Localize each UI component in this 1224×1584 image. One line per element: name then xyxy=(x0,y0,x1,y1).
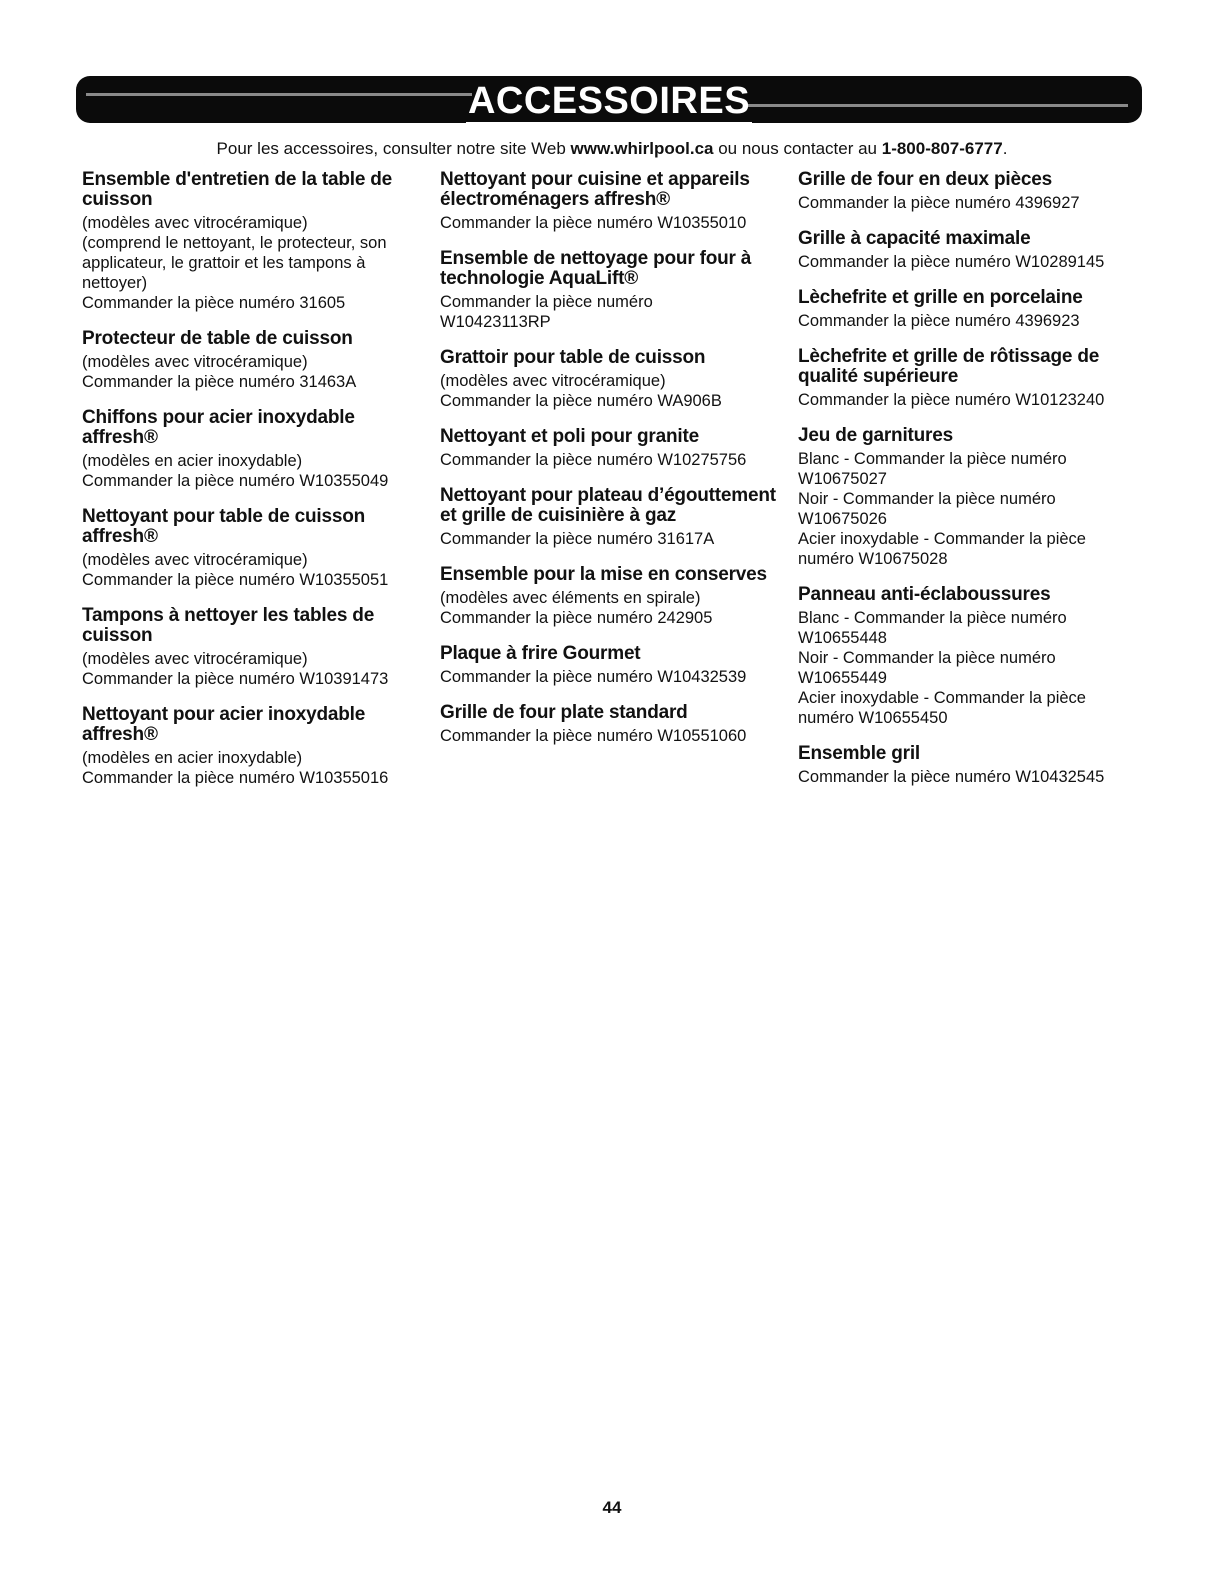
accessory-title: Plaque à frire Gourmet xyxy=(440,643,641,664)
accessory-detail-line: Acier inoxydable - Commander la pièce xyxy=(798,530,1086,548)
accessory-title: Tampons à nettoyer les tables de cuisson xyxy=(82,605,375,646)
page-number: 44 xyxy=(602,1498,622,1517)
accessory-detail-line: (modèles avec éléments en spirale) xyxy=(440,589,701,607)
accessory-title: Ensemble pour la mise en conserves xyxy=(440,564,767,585)
accessory-detail-line: Commander la pièce numéro 31605 xyxy=(82,294,346,312)
accessory-item xyxy=(82,329,422,392)
accessory-details xyxy=(440,450,785,470)
accessory-detail-line: Commander la pièce numéro 4396923 xyxy=(798,312,1080,330)
accessory-detail-line: Commander la pièce numéro W10355010 xyxy=(440,214,747,232)
accessory-detail-line: Commander la pièce numéro 242905 xyxy=(440,609,713,627)
accessory-detail-line: Commander la pièce numéro W10432539 xyxy=(440,668,747,686)
accessory-item xyxy=(440,486,785,549)
intro-before: Pour les accessoires, consulter notre site Web xyxy=(216,139,571,158)
accessory-item xyxy=(798,288,1138,331)
accessory-item xyxy=(798,170,1138,213)
accessory-details xyxy=(82,550,422,590)
accessory-item xyxy=(82,170,422,313)
accessory-title: Nettoyant pour cuisine et appareils électroménagers affresh® xyxy=(440,169,750,210)
accessory-detail-line: W10655448 xyxy=(798,629,887,647)
column-1 xyxy=(82,170,422,804)
accessory-item xyxy=(440,249,785,332)
accessory-detail-line: numéro W10655450 xyxy=(798,709,948,727)
accessory-details xyxy=(798,767,1138,787)
accessory-item xyxy=(798,229,1138,272)
accessory-detail-line: W10675026 xyxy=(798,510,887,528)
accessory-detail-line: Commander la pièce numéro W10289145 xyxy=(798,253,1105,271)
accessory-title: Nettoyant et poli pour granite xyxy=(440,426,699,447)
accessory-title: Grille de four en deux pièces xyxy=(798,169,1052,190)
intro-text xyxy=(0,139,1224,159)
accessory-detail-line: Commander la pièce numéro W10275756 xyxy=(440,451,747,469)
accessory-item xyxy=(440,565,785,628)
website-link[interactable]: www.whirlpool.ca xyxy=(570,139,714,158)
accessory-detail-line: numéro W10675028 xyxy=(798,550,948,568)
accessory-item xyxy=(440,348,785,411)
accessory-details xyxy=(82,748,422,788)
accessory-title: Jeu de garnitures xyxy=(798,425,953,446)
accessory-item xyxy=(798,347,1138,410)
accessory-item xyxy=(798,744,1138,787)
accessory-detail-line: Blanc - Commander la pièce numéro xyxy=(798,450,1067,468)
accessory-detail-line: Commander la pièce numéro WA906B xyxy=(440,392,722,410)
accessory-details xyxy=(440,726,785,746)
accessory-item xyxy=(440,644,785,687)
accessory-details xyxy=(440,213,785,233)
accessory-details xyxy=(82,649,422,689)
accessory-detail-line: Acier inoxydable - Commander la pièce xyxy=(798,689,1086,707)
accessory-item xyxy=(82,507,422,590)
accessory-detail-line: (modèles avec vitrocéramique) xyxy=(82,214,308,232)
accessory-detail-line: Commander la pièce numéro W10551060 xyxy=(440,727,747,745)
accessory-title: Panneau anti-éclaboussures xyxy=(798,584,1051,605)
column-3 xyxy=(798,170,1138,803)
accessory-detail-line: (modèles avec vitrocéramique) xyxy=(82,551,308,569)
accessory-details xyxy=(440,588,785,628)
intro-middle: ou nous contacter au xyxy=(713,139,882,158)
accessory-title: Protecteur de table de cuisson xyxy=(82,328,353,349)
accessory-detail-line: Commander la pièce numéro 31463A xyxy=(82,373,357,391)
accessory-title: Ensemble gril xyxy=(798,743,920,764)
accessory-detail-line: Commander la pièce numéro W10123240 xyxy=(798,391,1105,409)
accessory-detail-line: Commander la pièce numéro 31617A xyxy=(440,530,715,548)
accessory-details xyxy=(798,608,1138,728)
accessory-title: Grille à capacité maximale xyxy=(798,228,1031,249)
accessory-details xyxy=(440,667,785,687)
accessory-detail-line: Commander la pièce numéro W10432545 xyxy=(798,768,1105,786)
accessory-details xyxy=(82,451,422,491)
accessory-title: Nettoyant pour acier inoxydable affresh® xyxy=(82,704,366,745)
accessory-detail-line: (modèles avec vitrocéramique) xyxy=(82,650,308,668)
accessory-details xyxy=(82,213,422,313)
accessory-item xyxy=(798,426,1138,569)
accessory-title: Lèchefrite et grille en porcelaine xyxy=(798,287,1083,308)
accessory-detail-line: Commander la pièce numéro xyxy=(440,293,653,311)
accessory-title: Chiffons pour acier inoxydable affresh® xyxy=(82,407,355,448)
accessory-detail-line: (comprend le nettoyant, le protecteur, son applicateur, le grattoir et les tampons à nettoyer) xyxy=(82,234,387,292)
phone-number: 1-800-807-6777 xyxy=(881,139,1003,158)
accessory-detail-line: (modèles en acier inoxydable) xyxy=(82,749,303,767)
section-banner xyxy=(76,76,1142,123)
accessory-detail-line: Noir - Commander la pièce numéro xyxy=(798,490,1056,508)
accessory-details xyxy=(798,311,1138,331)
accessory-detail-line: W10675027 xyxy=(798,470,887,488)
accessory-title: Ensemble de nettoyage pour four à technologie AquaLift® xyxy=(440,248,752,289)
accessory-details xyxy=(798,390,1138,410)
accessory-item xyxy=(440,170,785,233)
accessory-title: Nettoyant pour table de cuisson affresh® xyxy=(82,506,366,547)
accessory-title: Lèchefrite et grille de rôtissage de qualité supérieure xyxy=(798,346,1100,387)
accessory-detail-line: (modèles avec vitrocéramique) xyxy=(82,353,308,371)
accessory-detail-line: W10655449 xyxy=(798,669,887,687)
accessory-item xyxy=(82,408,422,491)
accessory-detail-line: Noir - Commander la pièce numéro xyxy=(798,649,1056,667)
accessory-detail-line: (modèles avec vitrocéramique) xyxy=(440,372,666,390)
accessory-detail-line: Commander la pièce numéro W10355049 xyxy=(82,472,389,490)
accessory-item xyxy=(82,705,422,788)
accessory-title: Nettoyant pour plateau d’égouttement et grille de cuisinière à gaz xyxy=(440,485,776,526)
accessory-item xyxy=(440,703,785,746)
accessory-details xyxy=(798,252,1138,272)
accessory-detail-line: Blanc - Commander la pièce numéro xyxy=(798,609,1067,627)
accessory-title: Grille de four plate standard xyxy=(440,702,688,723)
accessory-detail-line: Commander la pièce numéro W10355051 xyxy=(82,571,389,589)
intro-after: . xyxy=(1002,139,1008,158)
accessory-detail-line: W10423113RP xyxy=(440,313,551,331)
accessory-item xyxy=(440,427,785,470)
accessory-details xyxy=(798,193,1138,213)
accessory-details xyxy=(440,371,785,411)
accessory-title: Ensemble d'entretien de la table de cuisson xyxy=(82,169,393,210)
accessory-details xyxy=(440,292,785,332)
section-title: ACCESSOIRES xyxy=(466,80,752,125)
accessory-detail-line: (modèles en acier inoxydable) xyxy=(82,452,303,470)
accessory-details xyxy=(440,529,785,549)
accessory-title: Grattoir pour table de cuisson xyxy=(440,347,706,368)
accessory-detail-line: Commander la pièce numéro W10391473 xyxy=(82,670,389,688)
accessory-item xyxy=(82,606,422,689)
accessory-details xyxy=(798,449,1138,569)
accessory-details xyxy=(82,352,422,392)
accessory-detail-line: Commander la pièce numéro 4396927 xyxy=(798,194,1080,212)
column-2 xyxy=(440,170,785,762)
accessory-item xyxy=(798,585,1138,728)
accessory-detail-line: Commander la pièce numéro W10355016 xyxy=(82,769,389,787)
